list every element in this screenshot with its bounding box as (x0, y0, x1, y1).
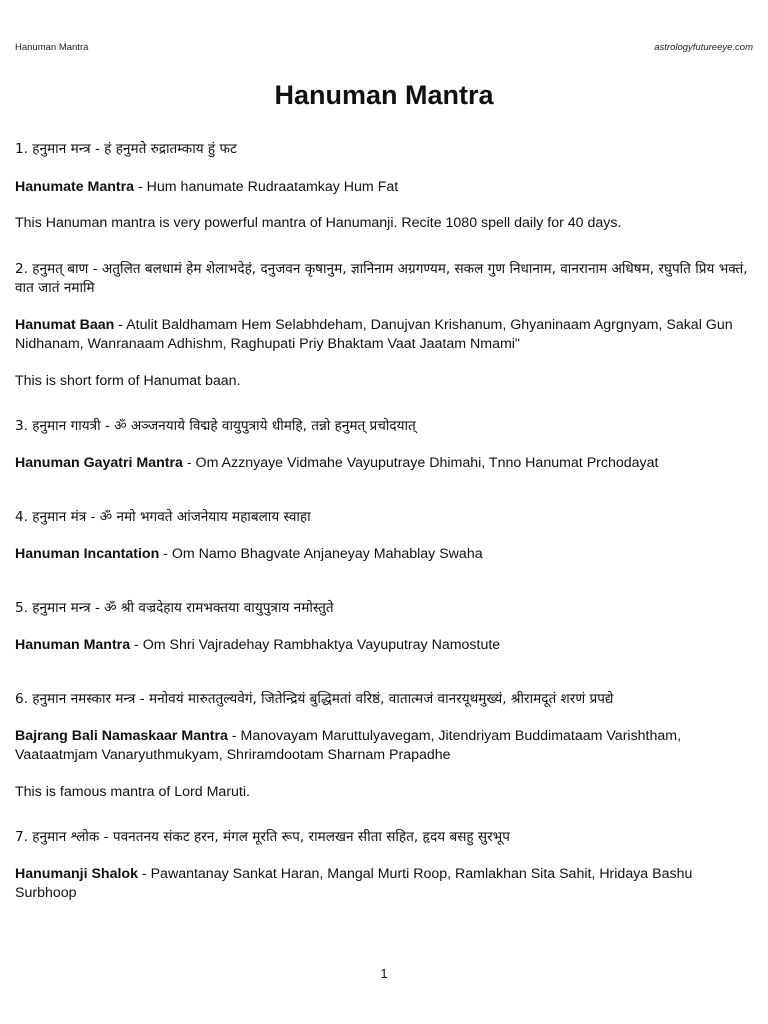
mantra-3-hindi: 3. हनुमान गायत्री - ॐ अञ्जनयाये विद्महे वायुपुत्राये धीमहि, तन्नो हनुमत् प्रचोदयात् (15, 418, 416, 434)
mantra-4-hindi: 4. हनुमान मंत्र - ॐ नमो भगवते आंजनेयाय महाबलाय स्वाहा (15, 509, 311, 525)
mantra-2-hindi: 2. हनुमत् बाण - अतुलित बलधामं हेम शेलाभदेहं, दनुजवन कृषानुम, ज्ञानिनाम अग्रगण्यम, सकल गुण निधानाम, वानरानाम अधिषम, रघुपति प्रिय भक्तं, वात जातं नमामि (15, 260, 748, 296)
mantra-4-translit (15, 545, 753, 565)
mantra-5-hindi: 5. हनुमान मन्त्र - ॐ श्री वज्रदेहाय रामभक्तया वायुपुत्राय नमोस्तुते (15, 600, 334, 616)
running-header-site: astrologyfutureeye.com (654, 42, 753, 53)
mantra-6-text: - Manovayam Maruttulyavegam, Jitendriyam Buddimataam Varishtham, Vaataatmjam Vanaryuthmukyam, Shriramdootam Sharnam Prapadhe (15, 727, 682, 763)
mantra-4-text: - Om Namo Bhagvate Anjaneyay Mahablay Swaha (159, 545, 483, 562)
document-body (15, 140, 753, 904)
page-number: 1 (380, 966, 388, 981)
mantra-7-translit (15, 865, 753, 904)
mantra-7-text: - Pawantanay Sankat Haran, Mangal Murti Roop, Ramlakhan Sita Sahit, Hridaya Bashu Surbhoop (15, 865, 693, 901)
mantra-7-name: Hanumanji Shalok (15, 865, 138, 882)
running-header-title: Hanuman Mantra (15, 42, 89, 53)
page-title: Hanuman Mantra (274, 80, 494, 110)
mantra-2-translit (15, 316, 753, 355)
mantra-1-text: - Hum hanumate Rudraatamkay Hum Fat (134, 178, 399, 195)
mantra-6-translit (15, 727, 753, 766)
mantra-5-translit (15, 636, 753, 656)
mantra-3-translit (15, 454, 753, 474)
mantra-5-text: - Om Shri Vajradehay Rambhaktya Vayuputray Namostute (130, 636, 501, 653)
mantra-4-name: Hanuman Incantation (15, 545, 160, 562)
mantra-6-note: This is famous mantra of Lord Maruti. (15, 783, 250, 800)
mantra-2-text: - Atulit Baldhamam Hem Selabhdeham, Danujvan Krishanum, Ghyaninaam Agrgnyam, Sakal Gun Nidhanam, Wanranaam Adhishm, Raghupati Priy Bhaktam Vaat Jaatam Nmami" (15, 316, 733, 352)
mantra-2-name: Hanumat Baan (15, 316, 115, 333)
mantra-1-name: Hanumate Mantra (15, 178, 135, 195)
mantra-1-hindi: 1. हनुमान मन्त्र - हं हनुमते रुद्रातम्काय हुं फट (15, 141, 237, 157)
mantra-3-name: Hanuman Gayatri Mantra (15, 454, 183, 471)
mantra-3-text: - Om Azznyaye Vidmahe Vayuputraye Dhimahi, Tnno Hanumat Prchodayat (182, 454, 659, 471)
mantra-7-hindi: 7. हनुमान श्लोक - पवनतनय संकट हरन, मंगल मूरति रूप, रामलखन सीता सहित, हृदय बसहु सुरभूप (15, 829, 510, 845)
mantra-2-note: This is short form of Hanumat baan. (15, 372, 241, 389)
mantra-6-hindi: 6. हनुमान नमस्कार मन्त्र - मनोवयं मारुततुल्यवेगं, जितेन्द्रियं बुद्धिमतां वरिष्ठं, वातात्मजं वानरयूथमुख्यं, श्रीरामदूतं शरणं प्रपद्ये (15, 691, 614, 707)
mantra-5-name: Hanuman Mantra (15, 636, 131, 653)
mantra-6-name: Bajrang Bali Namaskaar Mantra (15, 727, 228, 744)
mantra-1-translit (15, 178, 753, 198)
mantra-1-note: This Hanuman mantra is very powerful mantra of Hanumanji. Recite 1080 spell daily for 40 days. (15, 215, 622, 231)
